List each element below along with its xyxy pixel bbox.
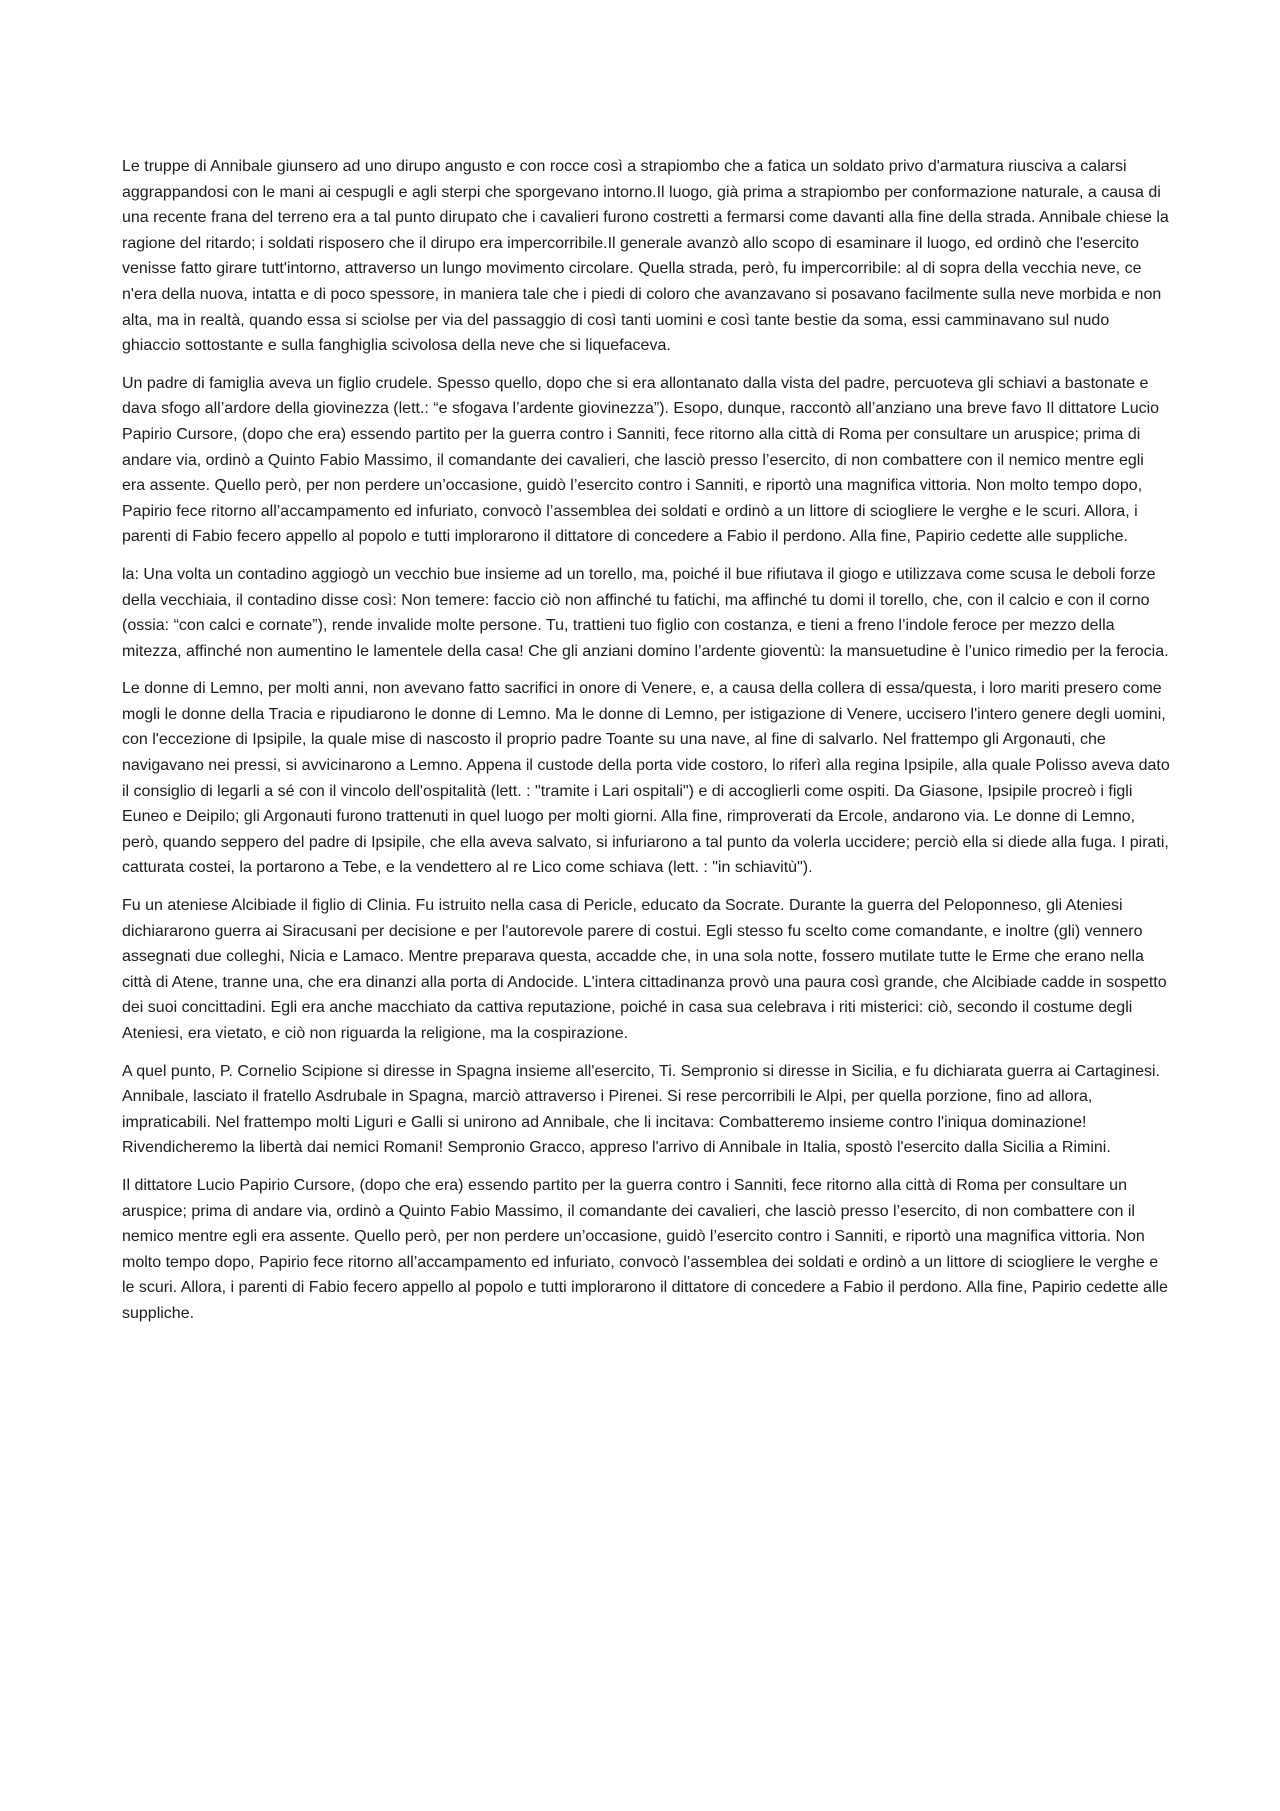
paragraph-alcibiade: Fu un ateniese Alcibiade il figlio di Clinia. Fu istruito nella casa di Pericle, educato da Socrate. Durante la guerra del Peloponneso, gli Ateniesi dichiararono guerra ai Siracusani per decisione e per l'autorevole parere di costui. Egli stesso fu scelto come comandante, e inoltre (gli) vennero assegnati due colleghi, Nicia e Lamaco. Mentre preparava questa, accadde che, in una sola notte, fossero mutilate tutte le Erme che erano nella città di Atene, tranne una, che era dinanzi alla porta di Andocide. L'intera cittadinanza provò una paura così grande, che Alcibiade cadde in sospetto dei suoi concittadini. Egli era anche macchiato da cattiva reputazione, poiché in casa sua celebrava i riti misterici: ciò, secondo il costume degli Ateniesi, era vietato, e ciò non riguarda la religione, ma la cospirazione. [122,897,1167,1042]
paragraph-annibale-dirupo: Le truppe di Annibale giunsero ad uno dirupo angusto e con rocce così a strapiombo che a fatica un soldato privo d'armatura riusciva a calarsi aggrappandosi con le mani ai cespugli e agli sterpi che sporgevano intorno.Il luogo, già prima a strapiombo per conformazione naturale, a causa di una recente frana del terreno era a tal punto dirupato che i cavalieri furono costretti a fermarsi come davanti alla fine della strada. Annibale chiese la ragione del ritardo; i soldati risposero che il dirupo era impercorribile.Il generale avanzò allo scopo di esaminare il luogo, ed ordinò che l'esercito venisse fatto girare tutt'intorno, attraverso un lungo movimento circolare. Quella strada, però, fu impercorribile: al di sopra della vecchia neve, ce n'era della nuova, intatta e di poco spessore, in maniera tale che i piedi di coloro che avanzavano si posavano facilmente sulla neve morbida e non alta, ma in realtà, quando essa si sciolse per via del passaggio di così tanti uomini e così tante bestie da soma, essi camminavano sul nudo ghiaccio sottostante e sulla fanghiglia scivolosa della neve che si liquefaceva. [122,158,1169,355]
paragraph-padre-figlio-crudele: Un padre di famiglia aveva un figlio crudele. Spesso quello, dopo che si era allontanato dalla vista del padre, percuoteva gli schiavi a bastonate e dava sfogo all’ardore della giovinezza (lett.: “e sfogava l’ardente giovinezza”). Esopo, dunque, raccontò all’anziano una breve favo Il dittatore Lucio Papirio Cursore, (dopo che era) essendo partito per la guerra contro i Sanniti, fece ritorno alla città di Roma per consultare un aruspice; prima di andare via, ordinò a Quinto Fabio Massimo, il comandante dei cavalieri, che lasciò presso l’esercito, di non combattere con il nemico mentre egli era assente. Quello però, per non perdere un’occasione, guidò l’esercito contro i Sanniti, e riportò una magnifica vittoria. Non molto tempo dopo, Papirio fece ritorno all’accampamento ed infuriato, convocò l’assemblea dei soldati e ordinò a un littore di sciogliere le verghe e le scuri. Allora, i parenti di Fabio fecero appello al popolo e tutti implorarono il dittatore di concedere a Fabio il perdono. Alla fine, Papirio cedette alle suppliche. [122,374,1160,546]
paragraph-papirio-cursore: Il dittatore Lucio Papirio Cursore, (dopo che era) essendo partito per la guerra contro i Sanniti, fece ritorno alla città di Roma per consultare un aruspice; prima di andare via, ordinò a Quinto Fabio Massimo, il comandante dei cavalieri, che lasciò presso l’esercito, di non combattere con il nemico mentre egli era assente. Quello però, per non perdere un’occasione, guidò l’esercito contro i Sanniti, e riportò una magnifica vittoria. Non molto tempo dopo, Papirio fece ritorno all’accampamento ed infuriato, convocò l’assemblea dei soldati e ordinò a un littore di sciogliere le verghe e le scuri. Allora, i parenti di Fabio fecero appello al popolo e tutti implorarono il dittatore di concedere a Fabio il perdono. Alla fine, Papirio cedette alle suppliche. [122,1176,1168,1322]
document-page [122,154,1170,1339]
paragraph-donne-di-lemno: Le donne di Lemno, per molti anni, non avevano fatto sacrifici in onore di Venere, e, a causa della collera di essa/questa, i loro mariti presero come mogli le donne della Tracia e ripudiarono le donne di Lemno. Ma le donne di Lemno, per istigazione di Venere, uccisero l'intero genere degli uomini, con l'eccezione di Ipsipile, la quale mise di nascosto il proprio padre Toante su una nave, al fine di salvarlo. Nel frattempo gli Argonauti, che navigavano nei pressi, si avvicinarono a Lemno. Appena il custode della porta vide costoro, lo riferì alla regina Ipsipile, alla quale Polisso aveva dato il consiglio di legarli a sé con il vincolo dell'ospitalità (lett. : "tramite i Lari ospitali") e di accoglierli come ospiti. Da Giasone, Ipsipile procreò i figli Euneo e Deipilo; gli Argonauti furono trattenuti in quel luogo per molti giorni. Alla fine, rimproverati da Ercole, andarono via. Le donne di Lemno, però, quando seppero del padre di Ipsipile, che ella aveva salvato, si infuriarono a tal punto da volerla uccidere; perciò ella si diede alla fuga. I pirati, catturata costei, la portarono a Tebe, e la vendettero al re Lico come schiava (lett. : "in schiavitù"). [122,680,1170,877]
paragraph-scipione-annibale: A quel punto, P. Cornelio Scipione si diresse in Spagna insieme all'esercito, Ti. Sempronio si diresse in Sicilia, e fu dichiarata guerra ai Cartaginesi. Annibale, lasciato il fratello Asdrubale in Spagna, marciò attraverso i Pirenei. Si rese percorribili le Alpi, per quella porzione, fino ad allora, impraticabili. Nel frattempo molti Liguri e Galli si unirono ad Annibale, che li incitava: Combatteremo insieme contro l'iniqua dominazione! Rivendicheremo la libertà dai nemici Romani! Sempronio Gracco, appreso l'arrivo di Annibale in Italia, spostò l'esercito dalla Sicilia a Rimini. [122,1062,1160,1157]
paragraph-favola-bue-torello: la: Una volta un contadino aggiogò un vecchio bue insieme ad un torello, ma, poiché il bue rifiutava il giogo e utilizzava come scusa le deboli forze della vecchiaia, il contadino disse così: Non temere: faccio ciò non affinché tu fatichi, ma affinché tu domi il torello, che, con il calcio e con il corno (ossia: “con calci e cornate”), rende invalide molte persone. Tu, trattieni tuo figlio con costanza, e tieni a freno l’indole feroce per mezzo della mitezza, affinché non aumentino le lamentele della casa! Che gli anziani domino l’ardente gioventù: la mansuetudine è l’unico rimedio per la ferocia. [122,565,1169,660]
